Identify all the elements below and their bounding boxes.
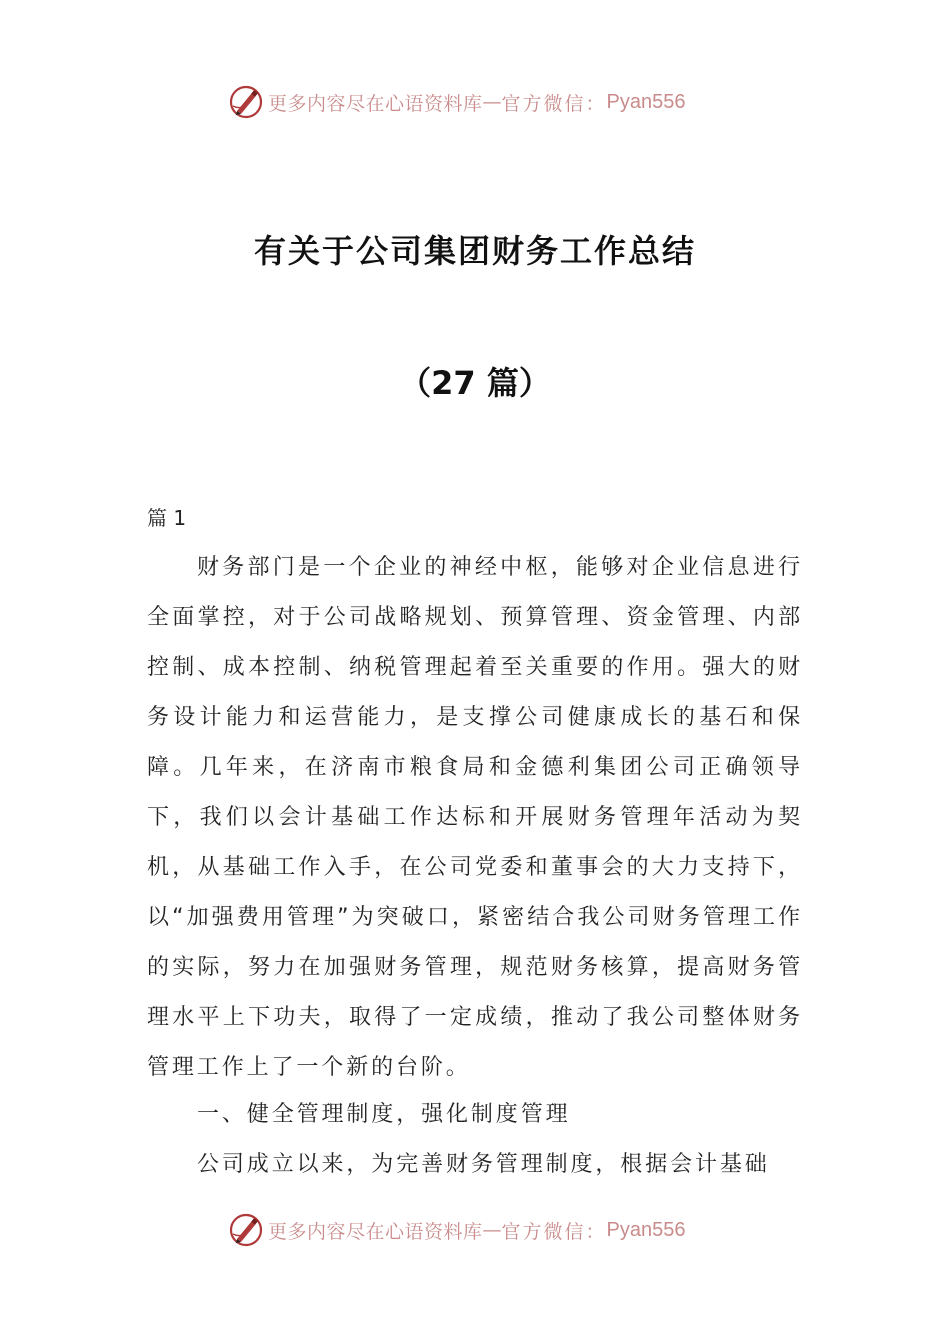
- section-heading: 一、健全管理制度，强化制度管理: [197, 1102, 571, 1127]
- watermark-wechat-id: Pyan556: [606, 90, 686, 113]
- paragraph-intro: 财务部门是一个企业的神经中枢，能够对企业信息进行全面掌控，对于公司战略规划、预算管理、资金管理、内部控制、成本控制、纳税管理起着至关重要的作用。强大的财务设计能力和运营能力，是支撑公司健康成长的基石和保障。几年来，在济南市粮食局和金德利集团公司正确领导下，我们以会计基础工作达标和开展财务管理年活动为契机，从基础工作入手，在公司党委和董事会的大力支持下，以“加强费用管理”为突破口，紧密结合我公司财务管理工作的实际，努力在加强财务管理，规范财务核算，提高财务管理水平上下功夫，取得了一定成绩，推动了我公司整体财务管理工作上了一个新的台阶。: [147, 555, 803, 1080]
- watermark-wechat-label: 官方微信：: [501, 1220, 607, 1243]
- watermark-header: [228, 82, 686, 122]
- watermark-wechat-id: Pyan556: [606, 1218, 686, 1241]
- watermark-wechat-label: 官方微信：: [501, 92, 607, 115]
- document-subtitle: （27 篇）: [399, 364, 551, 402]
- watermark-footer: [228, 1210, 686, 1250]
- watermark-dash: —: [482, 1219, 502, 1241]
- pen-logo-icon: [228, 1212, 264, 1248]
- section-label: 篇 1: [147, 506, 187, 530]
- pen-logo-icon: [228, 84, 264, 120]
- document-title: 有关于公司集团财务工作总结: [253, 232, 696, 270]
- watermark-text: 更多内容尽在心语资料库: [268, 92, 483, 115]
- paragraph-body: 公司成立以来，为完善财务管理制度，根据会计基础: [197, 1152, 770, 1177]
- watermark-text: 更多内容尽在心语资料库: [268, 1220, 483, 1243]
- watermark-dash: —: [482, 91, 502, 113]
